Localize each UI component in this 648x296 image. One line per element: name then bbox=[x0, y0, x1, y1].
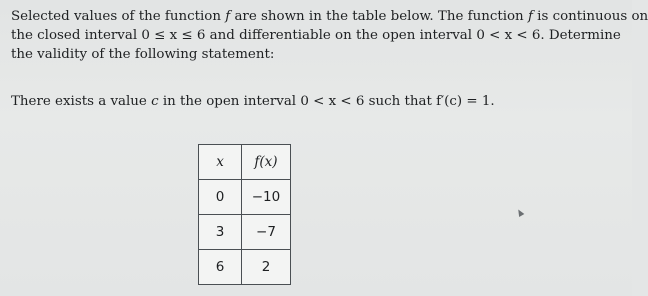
cell-x: 0 bbox=[199, 180, 242, 215]
table-row bbox=[199, 215, 291, 250]
line2-part-a: the closed interval bbox=[11, 28, 142, 43]
cell-x: 3 bbox=[199, 215, 242, 250]
line1-part-b: are shown in the table below. The function bbox=[230, 9, 528, 24]
open-interval: 0 < x < 6 bbox=[476, 28, 541, 43]
table-header-row bbox=[199, 145, 291, 180]
values-table bbox=[198, 144, 291, 285]
cell-fx: 2 bbox=[242, 250, 291, 285]
line1-part-a: Selected values of the function bbox=[11, 9, 226, 24]
closed-interval: 0 ≤ x ≤ 6 bbox=[141, 28, 206, 43]
statement-interval: 0 < x < 6 bbox=[300, 94, 365, 109]
cell-fx: −10 bbox=[242, 180, 291, 215]
derivative-equation: f′(c) = 1. bbox=[436, 94, 495, 109]
line3-text: the validity of the following statement: bbox=[11, 47, 275, 62]
table-row bbox=[199, 180, 291, 215]
statement-part-d: such that bbox=[364, 94, 437, 109]
function-symbol: f bbox=[225, 9, 231, 24]
cell-x: 6 bbox=[199, 250, 242, 285]
function-symbol-2: f bbox=[527, 9, 533, 24]
line1-part-c: is continuous on bbox=[532, 9, 648, 24]
line2-part-b: and differentiable on the open interval bbox=[205, 28, 477, 43]
line2-part-c: . Determine bbox=[540, 28, 621, 43]
header-fx: f(x) bbox=[242, 145, 291, 180]
mouse-cursor-icon bbox=[516, 208, 525, 217]
statement-part-a: There exists a value bbox=[11, 94, 152, 109]
table-row bbox=[199, 250, 291, 285]
cell-fx: −7 bbox=[242, 215, 291, 250]
header-x: x bbox=[199, 145, 242, 180]
problem-description bbox=[11, 7, 648, 64]
statement-part-b: in the open interval bbox=[158, 94, 301, 109]
statement-text bbox=[11, 92, 495, 111]
c-symbol: c bbox=[151, 94, 159, 109]
